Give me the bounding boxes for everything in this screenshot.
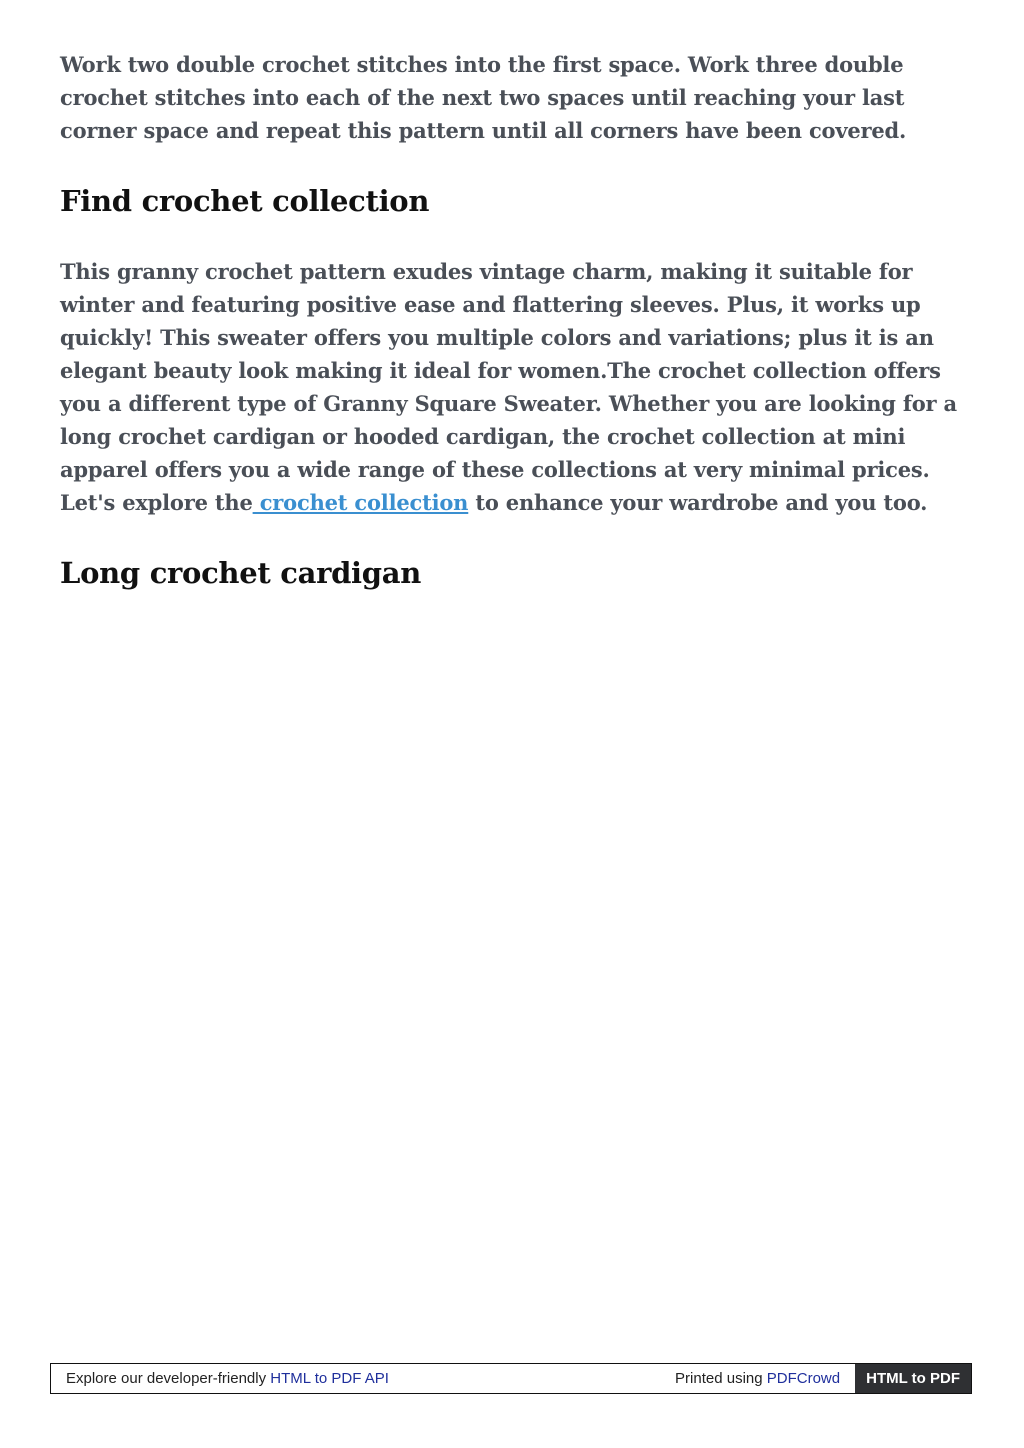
footer-explore-text: Explore our developer-friendly xyxy=(66,1370,271,1387)
paragraph-granny-text-end: to enhance your wardrobe and you too. xyxy=(468,490,928,515)
footer-printed-text: Printed using xyxy=(675,1370,767,1387)
paragraph-stitch-instructions: Work two double crochet stitches into the first space. Work three double crochet stitches into each of the next two spaces until reaching your last corner space and repeat this pattern until all corners have been covered. xyxy=(60,52,907,143)
pdfcrowd-footer-banner xyxy=(50,1363,972,1394)
html-to-pdf-button[interactable]: HTML to PDF xyxy=(855,1364,971,1393)
paragraph-granny-pattern xyxy=(60,255,970,519)
footer-explore xyxy=(51,1364,675,1393)
article-body xyxy=(60,48,970,593)
heading-long-crochet-cardigan: Long crochet cardigan xyxy=(60,556,422,590)
pdfcrowd-link[interactable]: PDFCrowd xyxy=(766,1370,841,1387)
crochet-collection-link[interactable]: crochet collection xyxy=(252,490,469,515)
heading-find-crochet-collection: Find crochet collection xyxy=(60,184,430,218)
html-to-pdf-api-link[interactable]: HTML to PDF API xyxy=(270,1370,389,1387)
paragraph-granny-text: This granny crochet pattern exudes vintage charm, making it suitable for winter and featuring positive ease and flattering sleeves. Plus, it works up quickly! This sweater offers you multiple colors and variations; plus it is an elegant beauty look making it ideal for women.The crochet collection offers you a different type of Granny Square Sweater. Whether you are looking for a long crochet cardigan or hooded cardigan, the crochet collection at mini apparel offers you a wide range of these collections at very minimal prices. Let's explore the xyxy=(60,259,957,515)
footer-printed xyxy=(675,1364,855,1393)
